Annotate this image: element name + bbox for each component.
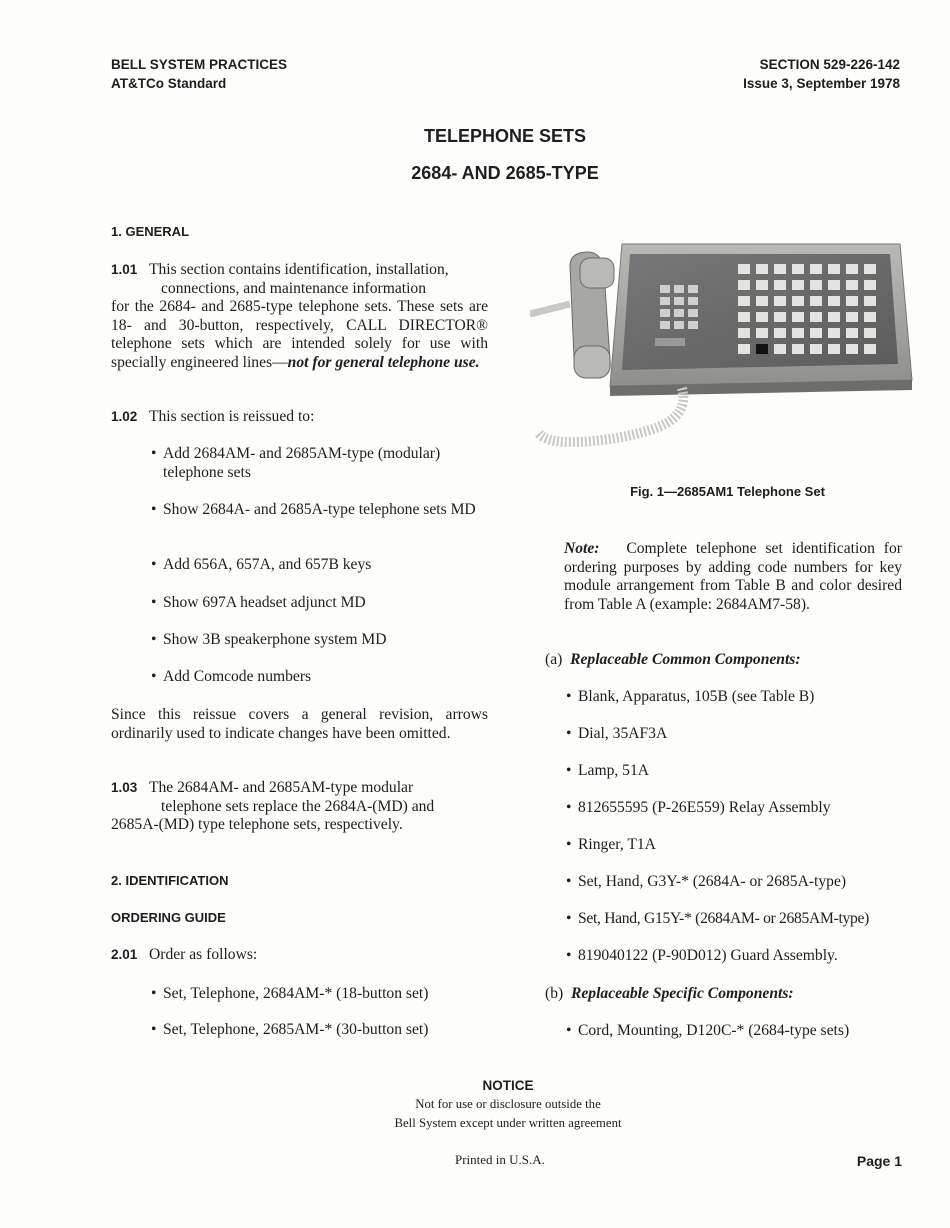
list-item: • Add Comcode numbers (163, 668, 488, 687)
list-item: • Add 656A, 657A, and 657B keys (163, 556, 488, 575)
header-publication: BELL SYSTEM PRACTICES (111, 57, 288, 72)
list-item: • Cord, Mounting, D120C-* (2684-type sets) (578, 1022, 849, 1041)
note-label: Note: (564, 540, 600, 557)
running-header-right (743, 55, 900, 93)
list-item: • Set, Hand, G3Y-* (2684A- or 2685A-type) (578, 873, 846, 892)
printed-in: Printed in U.S.A. (455, 1152, 545, 1167)
components-b-heading: (b) Replaceable Specific Components: (545, 985, 794, 1002)
notice-line: Not for use or disclosure outside the (415, 1097, 601, 1111)
document-subtitle: 2684- AND 2685-TYPE (411, 163, 599, 183)
page-number: Page 1 (856, 1153, 902, 1169)
header-issue-date: Issue 3, September 1978 (743, 76, 900, 91)
emphasis-text: not for general telephone use. (287, 353, 480, 371)
list-item: • 819040122 (P-90D012) Guard Assembly. (578, 947, 838, 966)
paragraph-number: 1.03 (111, 780, 138, 795)
list-item: • Show 697A headset adjunct MD (163, 594, 488, 613)
list-item: • Show 3B speakerphone system MD (163, 631, 488, 650)
reissue-note: Since this reissue covers a general revision, arrows ordinarily used to indicate changes have been omitted. (111, 706, 488, 742)
paragraph-1-03: 1.03 The 2684AM- and 2685AM-type modular telephone sets replace the 2684A-(MD) and 2685A-(MD) type telephone sets, respectively. (111, 779, 435, 833)
header-standard: AT&TCo Standard (111, 76, 227, 91)
list-item: • Ringer, T1A (578, 836, 656, 855)
paragraph-2-01: 2.01 Order as follows: (111, 946, 258, 963)
paragraph-number: 2.01 (111, 947, 138, 962)
components-a-heading: (a) Replaceable Common Components: (545, 651, 801, 668)
list-item: • 812655595 (P-26E559) Relay Assembly (578, 799, 831, 818)
subheading-ordering-guide: ORDERING GUIDE (111, 910, 226, 925)
handset (570, 252, 614, 378)
list-item: • Add 2684AM- and 2685AM-type (modular) telephone sets (163, 445, 488, 482)
running-header-left (111, 55, 287, 93)
list-item: • Set, Telephone, 2685AM-* (30-button set) (163, 1021, 493, 1040)
list-item: • Set, Hand, G15Y-* (2684AM- or 2685AM-type) (578, 910, 869, 929)
list-item: • Dial, 35AF3A (578, 725, 667, 744)
section-heading-identification: 2. IDENTIFICATION (111, 873, 229, 888)
notice-block (0, 1076, 950, 1133)
header-section-number: SECTION 529-226-142 (759, 57, 900, 72)
document-title: TELEPHONE SETS (423, 126, 587, 146)
notice-title: NOTICE (482, 1078, 534, 1093)
note-paragraph: Note: Complete telephone set identification for ordering purposes by adding code numbers for key module arrangement from Table B and color desired from Table A (example: 2684AM7-58). (564, 540, 902, 613)
section-heading-general: 1. GENERAL (111, 224, 190, 239)
list-item: • Lamp, 51A (578, 762, 649, 781)
list-item: • Blank, Apparatus, 105B (see Table B) (578, 688, 814, 707)
telephone-set-photo (530, 238, 925, 460)
paragraph-1-02: 1.02 This section is reissued to: (111, 408, 315, 425)
paragraph-number: 1.02 (111, 409, 138, 424)
list-item: • Show 2684A- and 2685A-type telephone sets MD (163, 501, 488, 520)
paragraph-number: 1.01 (111, 262, 138, 277)
figure-caption: Fig. 1—2685AM1 Telephone Set (630, 484, 825, 499)
notice-line: Bell System except under written agreement (394, 1116, 622, 1130)
paragraph-1-01: 1.01 This section contains identification, installation, connections, and maintenance information for the 2684- and 2685-type telephone sets. These sets are 18- and 30-button, respectively, CALL DIRECTOR® telephone sets which are intended solely for use with specially engineered lines—not for general telephone use. (111, 261, 488, 371)
list-item: • Set, Telephone, 2684AM-* (18-button set) (163, 985, 493, 1004)
